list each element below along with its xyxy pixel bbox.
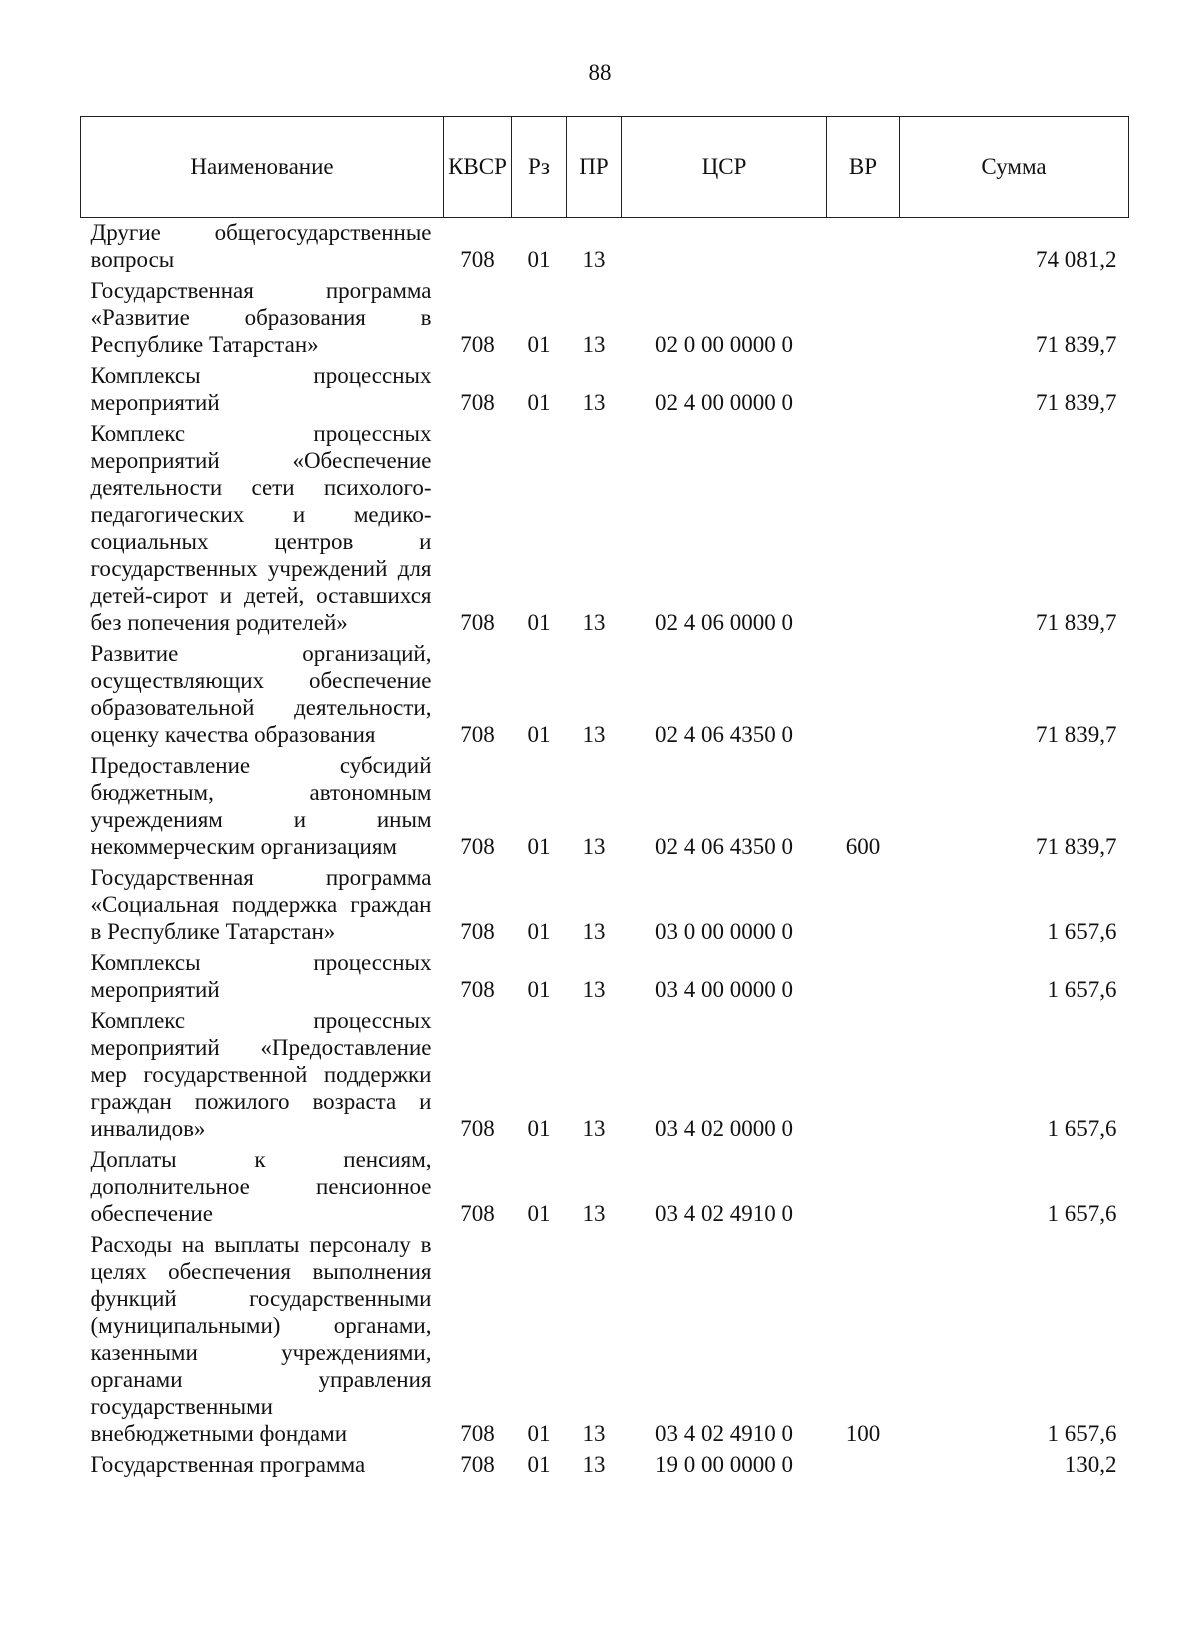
row-vr [827, 948, 900, 1006]
row-kvsr: 708 [460, 977, 495, 1002]
header-sum: Сумма [900, 117, 1129, 218]
row-name: Государственная программа [90, 1452, 366, 1477]
row-sum: 1 657,6 [1047, 1116, 1117, 1141]
row-sum: 71 839,7 [1036, 390, 1117, 415]
row-sum: 71 839,7 [1036, 332, 1117, 357]
header-csr: ЦСР [622, 117, 827, 218]
row-vr [827, 419, 900, 639]
row-pr: 13 [582, 722, 606, 747]
row-pr: 13 [582, 919, 606, 944]
budget-table [80, 116, 1129, 1481]
row-pr: 13 [582, 610, 606, 635]
table-row [81, 1006, 1129, 1145]
row-csr: 03 0 00 0000 0 [655, 919, 793, 944]
header-kvsr: КВСР [444, 117, 512, 218]
table-row [81, 419, 1129, 639]
row-name: Расходы на выплаты персоналу в целях обеспечения выполнения функций государственными (муниципальными) органами, казенными учреждениями, органами управления государственными внебюджетными фондами [90, 1232, 432, 1446]
row-vr: 100 [845, 1421, 881, 1446]
row-sum: 1 657,6 [1047, 977, 1117, 1002]
header-vr: ВР [827, 117, 900, 218]
row-kvsr: 708 [460, 1421, 495, 1446]
table-row [81, 361, 1129, 419]
row-vr [827, 361, 900, 419]
row-csr: 02 4 06 0000 0 [655, 610, 793, 635]
table-row [81, 276, 1129, 361]
row-pr: 13 [582, 332, 606, 357]
row-kvsr: 708 [460, 1116, 495, 1141]
table-row [81, 863, 1129, 948]
row-name: Комплексы процессных мероприятий [90, 950, 432, 1002]
row-rz: 01 [527, 1452, 551, 1477]
row-pr: 13 [582, 977, 606, 1002]
row-csr: 19 0 00 0000 0 [655, 1452, 793, 1477]
row-vr [827, 218, 900, 277]
row-kvsr: 708 [460, 247, 495, 272]
row-csr: 02 0 00 0000 0 [655, 332, 793, 357]
row-kvsr: 708 [460, 390, 495, 415]
row-kvsr: 708 [460, 332, 495, 357]
table-row [81, 1145, 1129, 1230]
row-name: Развитие организаций, осуществляющих обеспечение образовательной деятельности, оценку качества образования [90, 641, 432, 747]
row-pr: 13 [582, 1116, 606, 1141]
row-kvsr: 708 [460, 834, 495, 859]
row-name: Другие общегосударственные вопросы [90, 220, 432, 272]
row-rz: 01 [527, 1421, 551, 1446]
row-csr: 02 4 06 4350 0 [655, 834, 793, 859]
row-vr [827, 639, 900, 751]
table-row [81, 639, 1129, 751]
row-kvsr: 708 [460, 1452, 495, 1477]
row-rz: 01 [527, 919, 551, 944]
row-sum: 1 657,6 [1047, 1421, 1117, 1446]
row-pr: 13 [582, 1421, 606, 1446]
row-sum: 74 081,2 [1036, 247, 1117, 272]
row-kvsr: 708 [460, 1201, 495, 1226]
row-vr [827, 863, 900, 948]
table-row [81, 218, 1129, 277]
row-csr [622, 218, 827, 277]
table-row [81, 1450, 1129, 1481]
row-rz: 01 [527, 332, 551, 357]
page-number: 88 [588, 60, 612, 85]
row-rz: 01 [527, 1201, 551, 1226]
row-kvsr: 708 [460, 919, 495, 944]
row-sum: 130,2 [1064, 1452, 1117, 1477]
row-pr: 13 [582, 390, 606, 415]
row-rz: 01 [527, 390, 551, 415]
row-csr: 03 4 02 4910 0 [655, 1201, 793, 1226]
row-sum: 1 657,6 [1047, 919, 1117, 944]
row-pr: 13 [582, 1452, 606, 1477]
row-vr: 600 [845, 834, 881, 859]
row-name: Государственная программа «Социальная поддержка граждан в Республике Татарстан» [90, 865, 432, 944]
row-csr: 03 4 00 0000 0 [655, 977, 793, 1002]
row-csr: 03 4 02 0000 0 [655, 1116, 793, 1141]
row-pr: 13 [582, 1201, 606, 1226]
row-sum: 71 839,7 [1036, 722, 1117, 747]
row-pr: 13 [582, 247, 606, 272]
row-name: Комплекс процессных мероприятий «Обеспечение деятельности сети психолого-педагогических и медико-социальных центров и государственных учреждений для детей-сирот и детей, оставшихся без попечения родителей» [90, 421, 432, 635]
row-sum: 71 839,7 [1036, 834, 1117, 859]
table-header-row [81, 117, 1129, 218]
row-rz: 01 [527, 977, 551, 1002]
table-row [81, 1230, 1129, 1450]
row-sum: 1 657,6 [1047, 1201, 1117, 1226]
row-pr: 13 [582, 834, 606, 859]
row-name: Доплаты к пенсиям, дополнительное пенсионное обеспечение [90, 1147, 432, 1226]
row-rz: 01 [527, 247, 551, 272]
header-rz: Рз [512, 117, 567, 218]
row-vr [827, 1450, 900, 1481]
row-name: Комплекс процессных мероприятий «Предоставление мер государственной поддержки граждан пожилого возраста и инвалидов» [90, 1008, 432, 1141]
row-sum: 71 839,7 [1036, 610, 1117, 635]
row-rz: 01 [527, 722, 551, 747]
row-vr [827, 1145, 900, 1230]
row-vr [827, 1006, 900, 1145]
row-rz: 01 [527, 1116, 551, 1141]
row-name: Комплексы процессных мероприятий [90, 363, 432, 415]
row-rz: 01 [527, 834, 551, 859]
row-csr: 02 4 06 4350 0 [655, 722, 793, 747]
row-kvsr: 708 [460, 610, 495, 635]
row-rz: 01 [527, 610, 551, 635]
row-name: Государственная программа «Развитие образования в Республике Татарстан» [90, 278, 432, 357]
row-name: Предоставление субсидий бюджетным, автономным учреждениям и иным некоммерческим организациям [90, 753, 432, 859]
row-vr [827, 276, 900, 361]
table-row [81, 751, 1129, 863]
row-csr: 02 4 00 0000 0 [655, 390, 793, 415]
row-kvsr: 708 [460, 722, 495, 747]
table-row [81, 948, 1129, 1006]
header-pr: ПР [567, 117, 622, 218]
header-name: Наименование [81, 117, 444, 218]
row-csr: 03 4 02 4910 0 [655, 1421, 793, 1446]
table-body [81, 218, 1129, 1482]
